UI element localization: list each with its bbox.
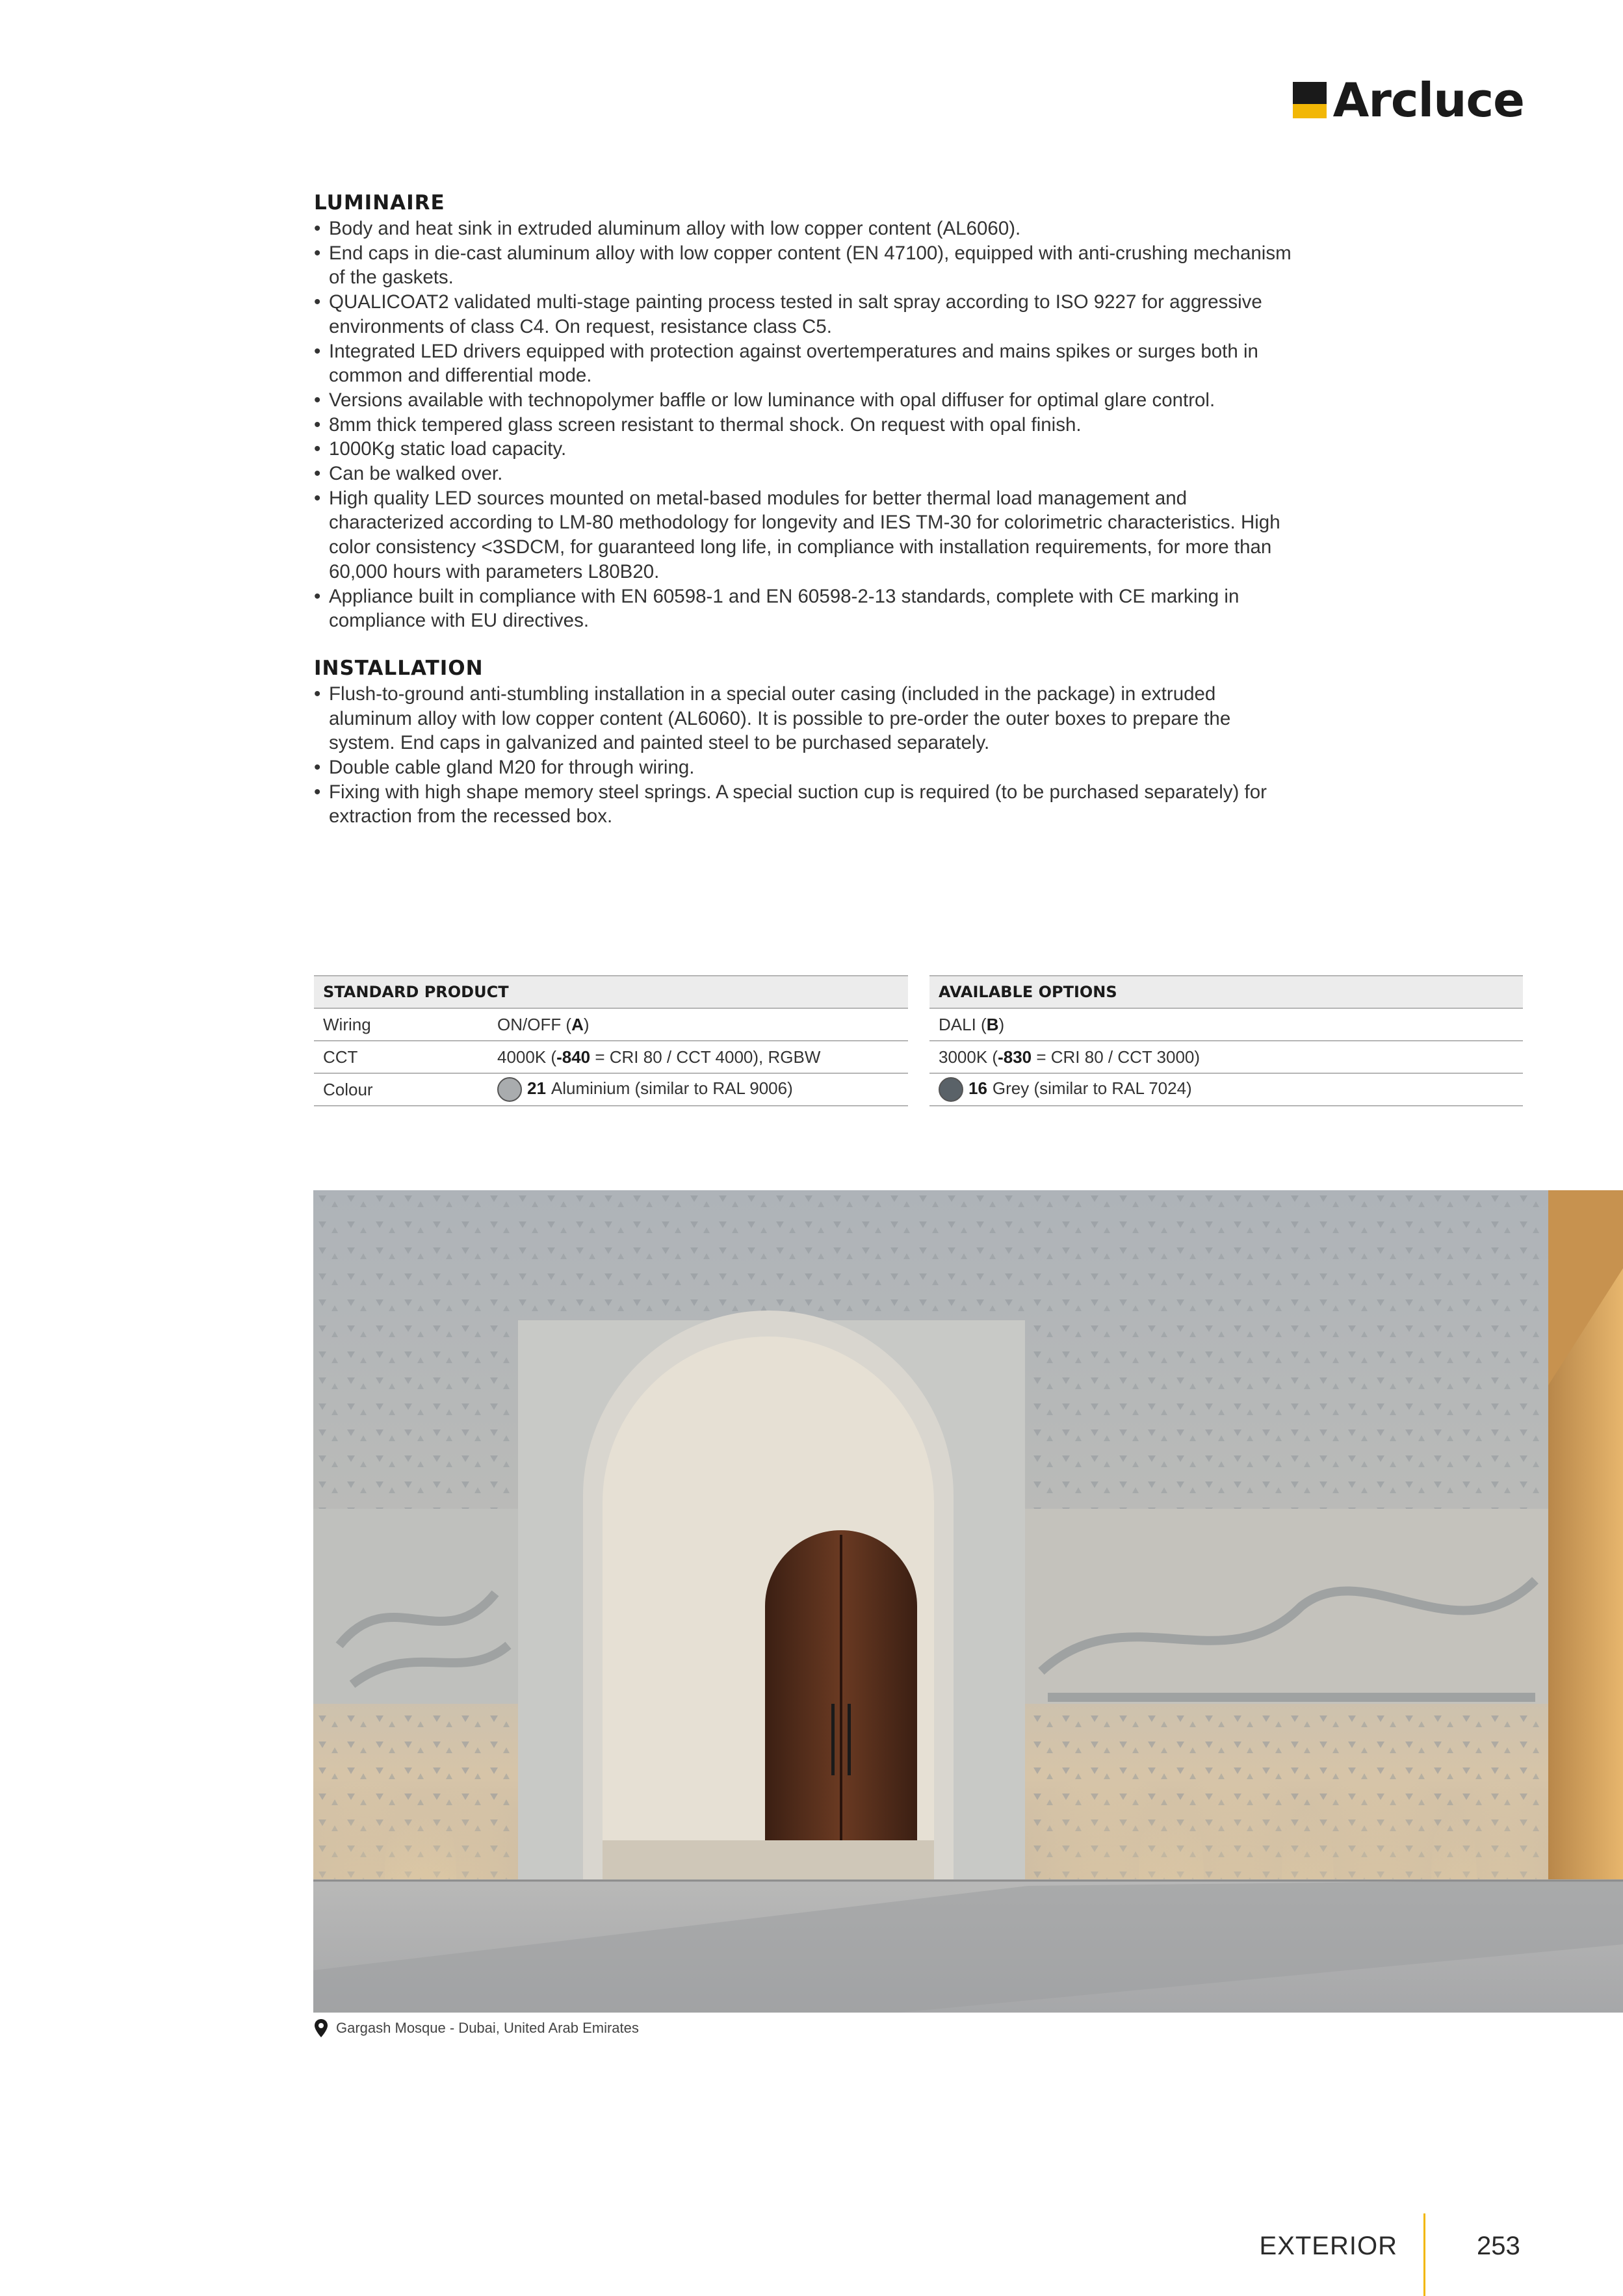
standard-product-table: [314, 975, 908, 1106]
brand-logo: [1293, 73, 1524, 127]
photo-caption: [314, 2018, 639, 2038]
row-label: Colour: [314, 1073, 488, 1106]
table-header: AVAILABLE OPTIONS: [929, 976, 1523, 1008]
logo-mark-icon: [1293, 82, 1327, 118]
section-label: EXTERIOR: [1259, 2232, 1397, 2260]
row-value: ON/OFF (A): [488, 1008, 908, 1041]
list-item: • Flush-to-ground anti-stumbling installation in a special outer casing (included in the package) in extruded aluminum alloy with low copper content (AL6060). It is possible to pre-order the outer boxes to prepare the system. End caps in galvanized and painted steel to be purchased separately.: [314, 682, 1302, 755]
row-value: 4000K (-840 = CRI 80 / CCT 4000), RGBW: [488, 1041, 908, 1073]
installation-title: INSTALLATION: [314, 656, 484, 680]
list-item: • Appliance built in compliance with EN 60598-1 and EN 60598-2-13 standards, complete with CE marking in compliance with EU directives.: [314, 584, 1302, 633]
table-row: [314, 1008, 908, 1041]
table-row: [929, 1008, 1523, 1041]
available-options-table: [929, 975, 1523, 1106]
row-value: 3000K (-830 = CRI 80 / CCT 3000): [929, 1041, 1523, 1073]
list-item: • Versions available with technopolymer baffle or low luminance with opal diffuser for optimal glare control.: [314, 388, 1302, 413]
colour-swatch-aluminium: [497, 1077, 522, 1102]
table-row: [929, 1073, 1523, 1106]
list-item: • High quality LED sources mounted on metal-based modules for better thermal load management and characterized according to LM-80 methodology for longevity and IES TM-30 for colorimetric characteristics. High color consistency <3SDCM, for guaranteed long life, in compliance with installation requirements, for more than 60,000 hours with parameters L80B20.: [314, 486, 1302, 584]
list-item: • Body and heat sink in extruded aluminum alloy with low copper content (AL6060).: [314, 216, 1302, 241]
row-label: Wiring: [314, 1008, 488, 1041]
page-number: 253: [1477, 2232, 1520, 2260]
row-value: 21 Aluminium (similar to RAL 9006): [488, 1073, 908, 1106]
row-value: DALI (B): [929, 1008, 1523, 1041]
list-item: • Fixing with high shape memory steel springs. A special suction cup is required (to be purchased separately) for extraction from the recessed box.: [314, 780, 1302, 829]
table-row: [314, 1041, 908, 1073]
list-item: • Integrated LED drivers equipped with protection against overtemperatures and mains spikes or surges both in common and differential mode.: [314, 339, 1302, 388]
luminaire-list: [314, 216, 1302, 633]
list-item: • 1000Kg static load capacity.: [314, 437, 1302, 462]
list-item: • End caps in die-cast aluminum alloy with low copper content (EN 47100), equipped with anti-crushing mechanism of the gaskets.: [314, 241, 1302, 290]
row-value: 16 Grey (similar to RAL 7024): [929, 1073, 1523, 1106]
location-pin-icon: [314, 2018, 328, 2038]
list-item: • Double cable gland M20 for through wiring.: [314, 755, 1302, 780]
table-header: STANDARD PRODUCT: [314, 976, 908, 1008]
list-item: • 8mm thick tempered glass screen resistant to thermal shock. On request with opal finish.: [314, 413, 1302, 437]
footer-divider: [1423, 2213, 1425, 2296]
table-row: [314, 1073, 908, 1106]
colour-swatch-grey: [939, 1077, 963, 1102]
caption-text: Gargash Mosque - Dubai, United Arab Emirates: [336, 2020, 639, 2036]
spec-text: [314, 190, 1302, 829]
project-photo: [313, 1190, 1623, 2013]
brand-name: Arcluce: [1332, 73, 1524, 127]
table-row: [929, 1041, 1523, 1073]
list-item: • Can be walked over.: [314, 462, 1302, 486]
installation-list: [314, 682, 1302, 829]
list-item: • QUALICOAT2 validated multi-stage painting process tested in salt spray according to ISO 9227 for aggressive environments of class C4. On request, resistance class C5.: [314, 290, 1302, 339]
row-label: CCT: [314, 1041, 488, 1073]
luminaire-title: LUMINAIRE: [314, 191, 445, 215]
